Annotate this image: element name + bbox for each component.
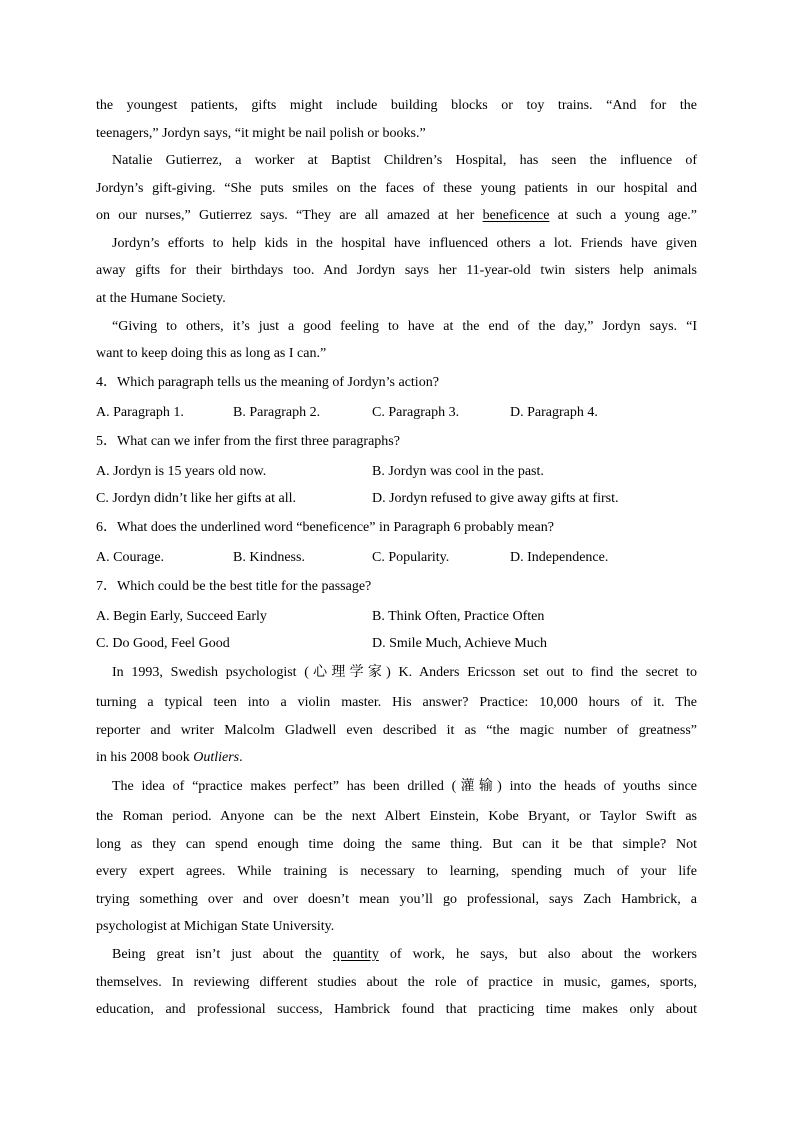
question-stem: 5．What can we infer from the first three paragraphs? — [96, 434, 400, 449]
passage1-line: teenagers,” Jordyn says, “it might be nail polish or books.” — [96, 126, 426, 141]
passage2-line: education, and professional success, Hambrick found that practicing time makes only about — [96, 1002, 697, 1017]
option-b: B. Think Often, Practice Often — [372, 609, 545, 624]
option-a: A. Courage. — [96, 550, 165, 565]
question-stem: 7．Which could be the best title for the passage? — [96, 579, 372, 594]
passage1-line: Jordyn’s efforts to help kids in the hospital have influenced others a lot. Friends have given — [112, 236, 697, 251]
option-d: D. Independence. — [510, 550, 609, 565]
underlined-word: quantity — [332, 947, 379, 962]
passage2-line: In 1993, Swedish psychologist (心理学家) K. Anders Ericsson set out to find the secret to — [112, 665, 697, 680]
passage2-line: long as they can spend enough time doing the same thing. But can it be that simple? Not — [96, 837, 697, 852]
option-b: B. Paragraph 2. — [233, 405, 321, 420]
text-run: on our nurses,” Gutierrez says. “They are all amazed at her — [96, 208, 483, 223]
text-run: . — [239, 750, 243, 765]
option-c: C. Popularity. — [372, 550, 450, 565]
text-run: at such a young age.” — [549, 208, 698, 223]
passage1-line: Natalie Gutierrez, a worker at Baptist Children’s Hospital, has seen the influence of — [112, 153, 697, 168]
option-a: A. Paragraph 1. — [96, 405, 184, 420]
passage2-line: trying something over and over doesn’t mean you’ll go professional, says Zach Hambrick, a — [96, 892, 697, 907]
passage2-line: every expert agrees. While training is necessary to learning, spending much of your life — [96, 864, 697, 879]
option-c: C. Jordyn didn’t like her gifts at all. — [96, 491, 296, 506]
option-b: B. Jordyn was cool in the past. — [372, 464, 544, 479]
option-a: A. Begin Early, Succeed Early — [96, 609, 267, 624]
passage1-line — [96, 208, 697, 224]
text-run: of work, he says, but also about the workers — [378, 947, 697, 962]
option-d: D. Paragraph 4. — [510, 405, 598, 420]
passage2-line: reporter and writer Malcolm Gladwell even described it as “the magic number of greatness” — [96, 723, 697, 738]
passage2-line: The idea of “practice makes perfect” has been drilled (灌输) into the heads of youths since — [112, 779, 697, 794]
question-stem: 4．Which paragraph tells us the meaning of Jordyn’s action? — [96, 375, 439, 390]
option-d: D. Smile Much, Achieve Much — [372, 636, 547, 651]
passage1-line: at the Humane Society. — [96, 291, 226, 306]
passage2-line: themselves. In reviewing different studies about the role of practice in music, games, sports, — [96, 975, 697, 990]
question-stem: 6．What does the underlined word “beneficence” in Paragraph 6 probably mean? — [96, 520, 554, 535]
passage2-line: psychologist at Michigan State University. — [96, 919, 335, 934]
option-c: C. Do Good, Feel Good — [96, 636, 230, 651]
option-c: C. Paragraph 3. — [372, 405, 460, 420]
passage2-line: the Roman period. Anyone can be the next Albert Einstein, Kobe Bryant, or Taylor Swift as — [96, 809, 697, 824]
option-a: A. Jordyn is 15 years old now. — [96, 464, 267, 479]
underlined-word: beneficence — [482, 208, 550, 223]
passage2-line — [96, 750, 697, 766]
passage2-line: turning a typical teen into a violin master. His answer? Practice: 10,000 hours of it. The — [96, 695, 697, 710]
passage1-line: away gifts for their birthdays too. And Jordyn says her 11-year-old twin sisters help animals — [96, 263, 697, 278]
option-d: D. Jordyn refused to give away gifts at first. — [372, 491, 619, 506]
passage1-line: Jordyn’s gift-giving. “She puts smiles on the faces of these young patients in our hospital and — [96, 181, 697, 196]
passage1-line: the youngest patients, gifts might include building blocks or toy trains. “And for the — [96, 98, 697, 113]
book-title: Outliers — [193, 750, 240, 765]
text-run: Being great isn’t just about the — [112, 947, 333, 962]
passage1-line: “Giving to others, it’s just a good feeling to have at the end of the day,” Jordyn says. “I — [112, 319, 697, 334]
passage1-line: want to keep doing this as long as I can.” — [96, 346, 327, 361]
text-run: in his 2008 book — [96, 750, 194, 765]
option-b: B. Kindness. — [233, 550, 305, 565]
passage2-line — [112, 947, 697, 963]
